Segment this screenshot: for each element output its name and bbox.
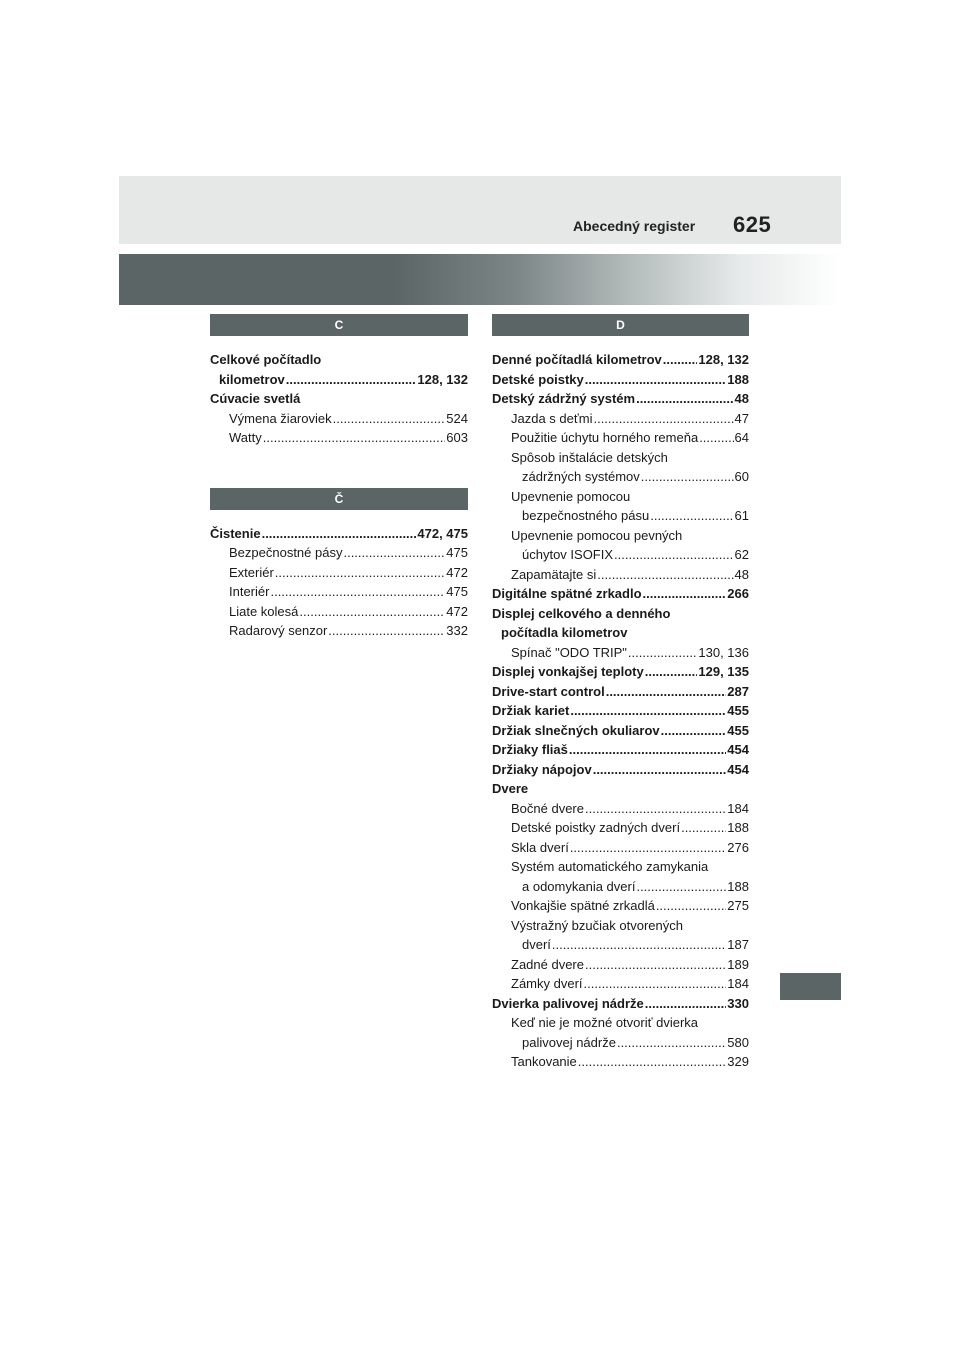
dot-leader [641,467,734,487]
dot-leader [333,409,446,429]
decorative-gradient-bar [119,254,841,305]
index-entry [492,916,749,955]
index-entry [492,974,749,994]
index-entry-row [511,1052,749,1072]
index-entry-pages[interactable]: 603 [446,430,468,445]
index-entry [492,487,749,526]
index-entry-pages[interactable]: 189 [727,956,749,972]
index-entry-row [511,896,749,916]
index-entry [210,621,468,641]
index-column-left [210,314,468,641]
page-title: Abecedný register [573,218,696,234]
index-entry [210,350,468,389]
index-entry-row [229,582,468,602]
index-entry-line: Celkové počítadlo [210,352,322,367]
dot-leader [661,721,727,741]
index-entry [492,565,749,585]
index-entry-row [229,602,468,622]
index-entry-pages[interactable]: 332 [446,623,468,638]
index-entry-pages[interactable]: 47 [734,410,749,426]
index-entry-line: Systém automatického zamykania [511,859,709,874]
index-entry-term: Digitálne spätné zrkadlo [492,586,642,601]
index-entry [492,838,749,858]
index-entry-term: Držiaky nápojov [492,761,592,777]
index-entry-row [511,1033,749,1053]
index-entry-term: Zámky dverí [511,976,583,991]
index-entry-row [511,409,749,429]
index-entry-pages[interactable]: 455 [727,722,749,738]
index-entry-row [492,701,749,721]
index-entry-pages[interactable]: 184 [727,800,749,816]
index-entry [492,584,749,604]
index-entry-row [511,818,749,838]
dot-leader [262,524,417,544]
index-entry [210,409,468,429]
index-entry-row [492,740,749,760]
index-entry-pages[interactable]: 275 [727,898,749,913]
index-entry-term: Cúvacie svetlá [210,391,301,406]
index-entry-term: Watty [229,430,262,445]
index-entry-pages[interactable]: 472, 475 [417,525,468,541]
dot-leader [593,409,733,429]
index-entry-term: Dvierka palivovej nádrže [492,995,644,1011]
index-entry-term: Bočné dvere [511,800,584,816]
index-entry [492,818,749,838]
index-entry-line: Upevnenie pomocou [511,488,631,504]
index-entry-pages[interactable]: 128, 132 [417,371,468,387]
index-entry-term: Zadné dvere [511,956,584,972]
index-entry [492,779,749,799]
index-entry-term: Držiak kariet [492,703,570,718]
index-entry-term: Zapamätajte si [511,566,597,582]
chapter-side-tab [780,973,841,1000]
index-entry-term: Držiak slnečných okuliarov [492,722,660,738]
index-entry-row [492,350,749,370]
dot-leader [275,563,446,583]
index-entry-term: Spínač "ODO TRIP" [511,644,627,660]
dot-leader [593,760,727,780]
index-entry-pages[interactable]: 130, 136 [698,644,749,660]
index-entry-term: Čistenie [210,525,261,541]
index-entry-term: Denné počítadlá kilometrov [492,352,662,367]
index-entry [492,604,749,643]
index-entry-row [511,877,749,897]
index-entry-row [492,370,749,390]
index-entry-line: Displej celkového a denného [492,605,671,621]
dot-leader [270,582,445,602]
index-entry-pages[interactable]: 187 [727,937,749,952]
index-entry-row [511,545,749,565]
index-entry-term: Skla dverí [511,839,569,855]
index-entry-row [511,565,749,585]
index-entry-pages[interactable]: 524 [446,410,468,426]
index-entry-row [210,370,468,390]
index-entry [492,857,749,896]
page-number: 625 [733,212,772,237]
dot-leader [578,1052,727,1072]
index-entry-row [229,563,468,583]
index-entry-pages[interactable]: 475 [446,584,468,599]
index-entry-term: Držiaky fliaš [492,742,568,757]
index-entry-pages[interactable]: 472 [446,603,468,619]
index-entry [210,563,468,583]
dot-leader [650,506,733,526]
index-entry-pages[interactable]: 60 [734,469,749,484]
dot-leader [663,350,698,370]
index-entry-pages[interactable]: 61 [734,508,749,523]
dot-leader [681,818,726,838]
index-entry-pages[interactable]: 329 [727,1054,749,1069]
index-entry-row [511,974,749,994]
index-entry [492,955,749,975]
index-entry-term: Drive-start control [492,683,605,699]
index-entry [492,428,749,448]
index-entry [492,389,749,409]
index-entry-pages[interactable]: 472 [446,564,468,580]
index-entry-row [229,428,468,448]
index-entry-row [492,721,749,741]
dot-leader [286,370,417,390]
index-entry-pages[interactable]: 454 [727,742,749,757]
index-entry-pages[interactable]: 454 [727,761,749,777]
index-entry-term: zádržných systémov [522,469,640,484]
index-entry-term: palivovej nádrže [522,1034,616,1050]
index-entry [492,448,749,487]
index-entry [492,526,749,565]
dot-leader [570,701,726,721]
index-entry-pages[interactable]: 475 [446,545,468,560]
dot-leader [636,877,726,897]
index-entry-term: dverí [522,937,551,952]
dot-leader [299,602,445,622]
index-entry-pages[interactable]: 64 [734,430,749,445]
index-entry-pages[interactable]: 330 [727,995,749,1011]
index-entry-pages[interactable]: 266 [727,586,749,601]
index-entry-term: Výmena žiaroviek [229,410,332,426]
index-entry-term: Použitie úchytu horného remeňa [511,430,699,445]
index-entry-row [511,955,749,975]
index-column-right [492,314,749,1072]
index-entry-pages[interactable]: 580 [727,1034,749,1050]
dot-leader [343,543,445,563]
index-entry-pages[interactable]: 188 [727,371,749,387]
index-entry [492,662,749,682]
index-entry [210,389,468,409]
index-entry [492,799,749,819]
dot-leader [585,955,726,975]
dot-leader [643,584,727,604]
index-entry-term: Radarový senzor [229,623,328,638]
dot-leader [628,643,697,663]
index-entry [492,370,749,390]
index-entry [492,1013,749,1052]
index-entry-pages[interactable]: 188 [727,820,749,835]
index-entry-term: Dvere [492,781,529,796]
index-entry-term: počítadla kilometrov [501,625,628,640]
index-entry-row [511,838,749,858]
index-entry-row [492,682,749,702]
section-letter-header: C [210,314,468,336]
section-letter-header: Č [210,488,468,510]
index-entry-term: Jazda s deťmi [511,410,593,426]
index-entry-row [492,994,749,1014]
index-entry-term: bezpečnostného pásu [522,508,650,523]
index-entry-row [511,506,749,526]
index-entry-term: Detské poistky zadných dverí [511,820,681,835]
index-entry-pages[interactable]: 48 [734,391,749,406]
index-entry [492,721,749,741]
dot-leader [636,389,733,409]
index-entry-line: Upevnenie pomocou pevných [511,527,683,543]
index-entry-pages[interactable]: 128, 132 [698,352,749,367]
index-entry [210,582,468,602]
dot-leader [606,682,727,702]
index-entry [492,643,749,663]
index-entry-pages[interactable]: 184 [727,976,749,991]
index-entry-row [511,935,749,955]
index-entry [492,682,749,702]
index-entry-term: Displej vonkajšej teploty [492,664,644,679]
index-entry-term: Tankovanie [511,1054,577,1069]
index-entry-row [229,409,468,429]
index-entry [492,701,749,721]
index-entry [492,350,749,370]
index-entry-row [511,467,749,487]
index-entry [210,602,468,622]
index-entry-row [229,621,468,641]
dot-leader [597,565,733,585]
dot-leader [617,1033,726,1053]
dot-leader [645,994,727,1014]
index-entry [492,994,749,1014]
index-entry-pages[interactable]: 287 [727,683,749,699]
dot-leader [263,428,446,448]
index-entry-term: Vonkajšie spätné zrkadlá [511,898,655,913]
index-entry [210,428,468,448]
index-entry-term: kilometrov [219,371,285,387]
index-entry-line: Keď nie je možné otvoriť dvierka [511,1015,699,1030]
index-entry-term: úchytov ISOFIX [522,547,614,562]
section-letter-header: D [492,314,749,336]
index-entry-pages[interactable]: 129, 135 [698,664,749,679]
index-entry [492,760,749,780]
index-entry-row [511,799,749,819]
dot-leader [585,370,727,390]
index-entry [492,1052,749,1072]
index-entry-row [492,760,749,780]
dot-leader [584,974,727,994]
index-entry-pages[interactable]: 276 [727,839,749,855]
index-entry [492,409,749,429]
index-entry-line: Spôsob inštalácie detských [511,449,668,465]
index-entry [210,524,468,544]
index-entry [492,896,749,916]
index-entry-pages[interactable]: 62 [734,547,749,562]
index-entry-term: a odomykania dverí [522,878,636,894]
index-entry-term: Liate kolesá [229,603,299,619]
index-entry [210,543,468,563]
dot-leader [552,935,726,955]
dot-leader [699,428,733,448]
index-entry-pages[interactable]: 455 [727,703,749,718]
dot-leader [569,740,726,760]
index-entry-term: Detské poistky [492,371,584,387]
index-entry-term: Interiér [229,584,270,599]
index-entry-row [229,543,468,563]
index-entry-row [210,524,468,544]
index-entry [492,740,749,760]
index-entry-term: Bezpečnostné pásy [229,545,343,560]
dot-leader [585,799,726,819]
dot-leader [614,545,733,565]
index-entry-row [492,584,749,604]
dot-leader [570,838,726,858]
dot-leader [328,621,445,641]
dot-leader [656,896,726,916]
index-entry-row [511,428,749,448]
index-entry-row [492,662,749,682]
index-entry-line: Výstražný bzučiak otvorených [511,917,683,933]
index-entry-term: Detský zádržný systém [492,391,636,406]
index-entry-row [511,643,749,663]
index-entry-pages[interactable]: 188 [727,878,749,894]
dot-leader [645,662,698,682]
index-entry-term: Exteriér [229,564,274,580]
index-entry-row [492,389,749,409]
index-entry-pages[interactable]: 48 [734,566,749,582]
